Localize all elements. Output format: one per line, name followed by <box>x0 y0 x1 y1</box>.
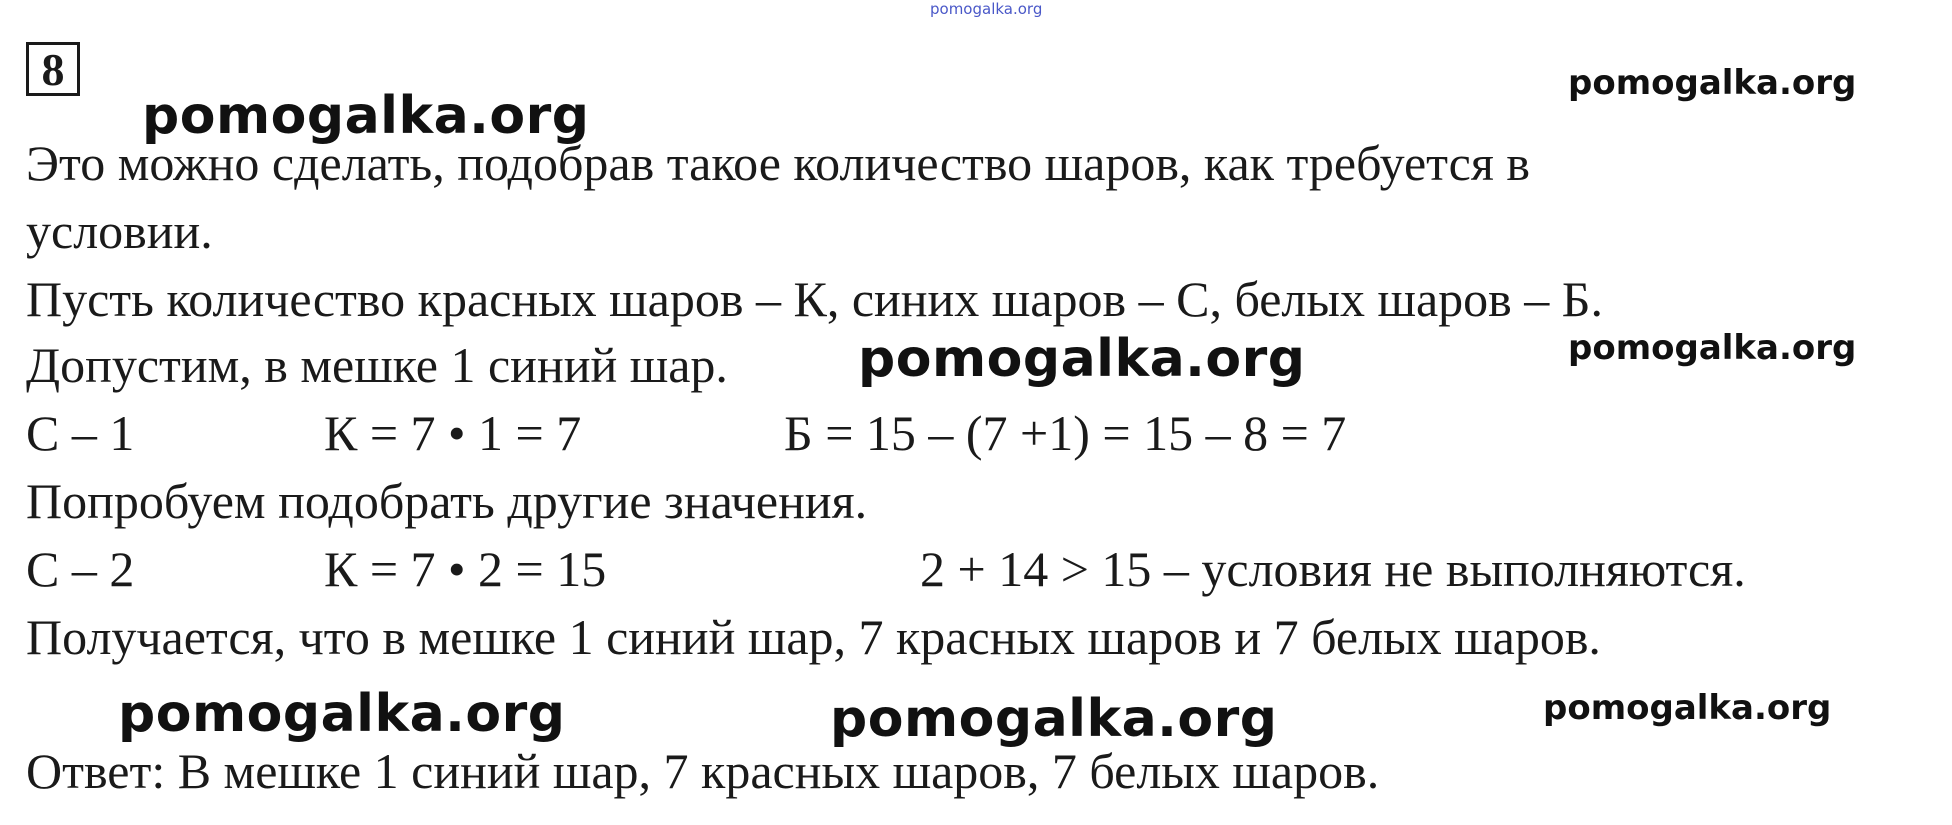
row2-k: К = 7 • 2 = 15 <box>324 541 607 597</box>
watermark-bottom-right: pomogalka.org <box>1543 688 1832 728</box>
watermark-bottom-center: pomogalka.org <box>830 689 1278 749</box>
text-line-2: условии. <box>26 203 213 259</box>
text-line-1: Это можно сделать, подобрав такое количество шаров, как требуется в <box>26 135 1530 191</box>
answer-line: Ответ: В мешке 1 синий шар, 7 красных шаров, 7 белых шаров. <box>26 743 1380 799</box>
row2-check: 2 + 14 > 15 – условия не выполняются. <box>920 541 1746 597</box>
watermark-top: pomogalka.org <box>930 0 1043 18</box>
problem-number-box <box>26 42 80 96</box>
watermark-mid-center: pomogalka.org <box>858 329 1306 389</box>
row2-c: С – 2 <box>26 541 135 597</box>
watermark-header-right: pomogalka.org <box>1568 63 1857 103</box>
problem-number: 8 <box>41 43 65 95</box>
text-line-3: Пусть количество красных шаров – К, синих шаров – С, белых шаров – Б. <box>26 271 1603 327</box>
watermark-header-left: pomogalka.org <box>142 86 590 146</box>
row1-b: Б = 15 – (7 +1) = 15 – 8 = 7 <box>784 405 1347 461</box>
text-line-8: Получается, что в мешке 1 синий шар, 7 красных шаров и 7 белых шаров. <box>26 609 1601 665</box>
text-line-6: Попробуем подобрать другие значения. <box>26 473 868 529</box>
row1-k: К = 7 • 1 = 7 <box>324 405 582 461</box>
watermark-mid-right: pomogalka.org <box>1568 328 1857 368</box>
watermark-bottom-left: pomogalka.org <box>118 684 566 744</box>
row1-c: С – 1 <box>26 405 135 461</box>
text-line-4: Допустим, в мешке 1 синий шар. <box>26 337 728 393</box>
